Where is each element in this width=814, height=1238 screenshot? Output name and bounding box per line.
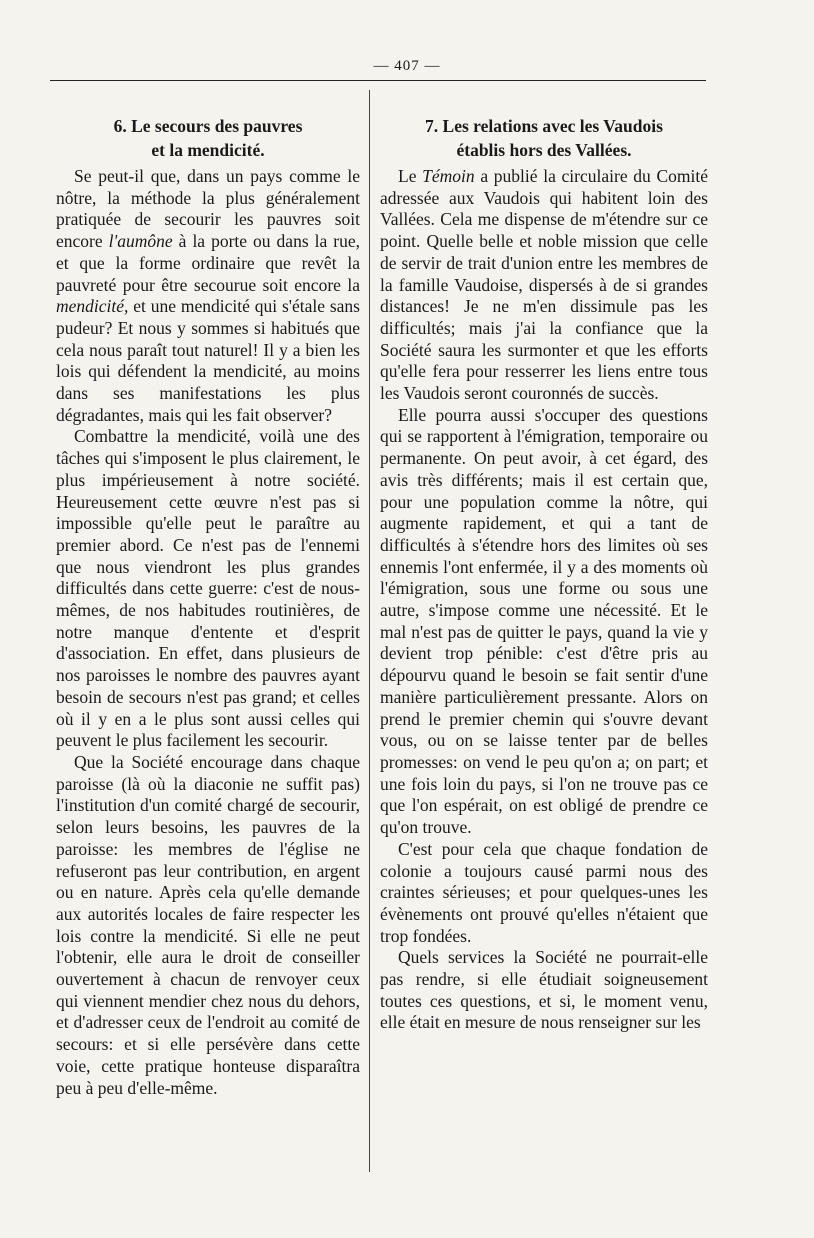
italic-term: Témoin — [422, 166, 475, 186]
section-title-7 — [380, 114, 708, 162]
text-run: Le — [398, 166, 423, 186]
header-rule — [50, 80, 706, 81]
paragraph — [380, 166, 708, 405]
section-title-7-line2: établis hors des Vallées. — [456, 140, 632, 160]
paragraph — [56, 166, 360, 426]
section-title-6 — [56, 114, 360, 162]
text-run: et une mendicité qui s'étale sans pudeur? Et nous y sommes si habitués que cela nous paraît tout naturel! Il y a bien les lois qui défendent la mendicité, au moins dans ses manifestations les plus dégradantes, mais qui les fait observer? — [56, 296, 360, 425]
left-column — [56, 114, 360, 1099]
paragraph: Que la Société encourage dans chaque paroisse (là où la diaconie ne suffit pas) l'institution d'un comité chargé de secourir, selon leurs besoins, les pauvres de la paroisse: les membres de l'église ne refuseront pas leur contribution, en argent ou en nature. Après cela qu'elle demande aux autorités locales de faire respecter les lois contre la mendicité. Si elle ne peut l'obtenir, elle aura le droit de conseiller ouvertement à chacun de renvoyer ceux qui viennent mendier chez nous du dehors, et d'adresser ceux de l'endroit au comité de secours: et si elle persévère dans cette voie, cette pratique honteuse disparaîtra peu à peu d'elle-même. — [56, 751, 360, 1098]
text-run: à la porte ou dans la rue, et que la forme ordinaire que revêt la pauvreté pour être secourue soit encore la — [56, 231, 360, 295]
right-column — [380, 114, 708, 1034]
text-run: a publié la circulaire du Comité adressée aux Vaudois qui habitent loin des Vallées. Cela me dispense de m'étendre sur ce point. Quelle belle et noble mission que celle de servir de trait d'union entre les membres de la famille Vaudoise, dispersés à de si grandes distances! Je ne m'en dissimule pas les difficultés; mais j'ai la confiance que la Société saura les surmonter et que les efforts qu'elle fera pour resserrer les liens entre tous les Vaudois seront couronnés de succès. — [380, 166, 708, 404]
section-title-6-line1: 6. Le secours des pauvres — [113, 116, 303, 136]
page-number: — 407 — — [373, 58, 441, 74]
text-run: Se peut-il que, dans un pays comme le nôtre, la méthode la plus généralement pratiquée de secourir les pauvres soit encore — [56, 166, 360, 252]
paragraph: Combattre la mendicité, voilà une des tâches qui s'imposent le plus clairement, le plus impérieusement à notre société. Heureusement cette œuvre n'est pas si impossible qu'elle peut le paraître au premier abord. Ce n'est pas de l'ennemi que nous viendront les plus grandes difficultés dans cette guerre: c'est de nous-mêmes, de nos habitudes routinières, de notre manque d'entente et d'esprit d'association. En effet, dans plusieurs de nos paroisses le nombre des pauvres ayant besoin de secours n'est pas grand; et celles où il y en a le plus sont aussi celles qui peuvent le plus facilement les secourir. — [56, 426, 360, 751]
column-divider — [369, 90, 370, 1172]
paragraph: Quels services la Société ne pourrait-elle pas rendre, si elle étudiait soigneusement toutes ces questions, et si, le moment venu, elle était en mesure de nous renseigner sur les — [380, 947, 708, 1033]
italic-term: mendicité, — [56, 296, 129, 317]
section-title-7-line1: 7. Les relations avec les Vaudois — [425, 116, 663, 136]
paragraph: Elle pourra aussi s'occuper des questions qui se rapportent à l'émigration, temporaire ou permanente. On peut avoir, à cet égard, des avis très différents; mais il est certain que, pour une population comme la nôtre, qui augmente rapidement, et qui a tant de difficultés à s'étendre hors des limites où ses ennemis l'ont enfermée, il y a des moments où l'émigration, sous une forme ou sous une autre, s'impose comme une nécessité. Et le mal n'est pas de quitter le pays, quand la vie y devient trop pénible: c'est d'être pris au dépourvu quand le besoin se fait sentir d'une manière particulièrement pressante. Alors on prend le premier chemin qui s'ouvre devant vous, ou on se laisse tenter par de belles promesses: on vend le peu qu'on a; on part; et une fois loin du pays, si l'on ne trouve pas ce que l'on espérait, on est obligé de prendre ce qu'on trouve. — [380, 404, 708, 838]
section-title-6-line2: et la mendicité. — [151, 140, 265, 160]
paragraph: C'est pour cela que chaque fondation de colonie a toujours causé parmi nous des craintes sérieuses; et pour quelques-unes les évènements ont prouvé qu'elles n'étaient que trop fondées. — [380, 838, 708, 946]
italic-term: l'aumône — [108, 231, 173, 252]
